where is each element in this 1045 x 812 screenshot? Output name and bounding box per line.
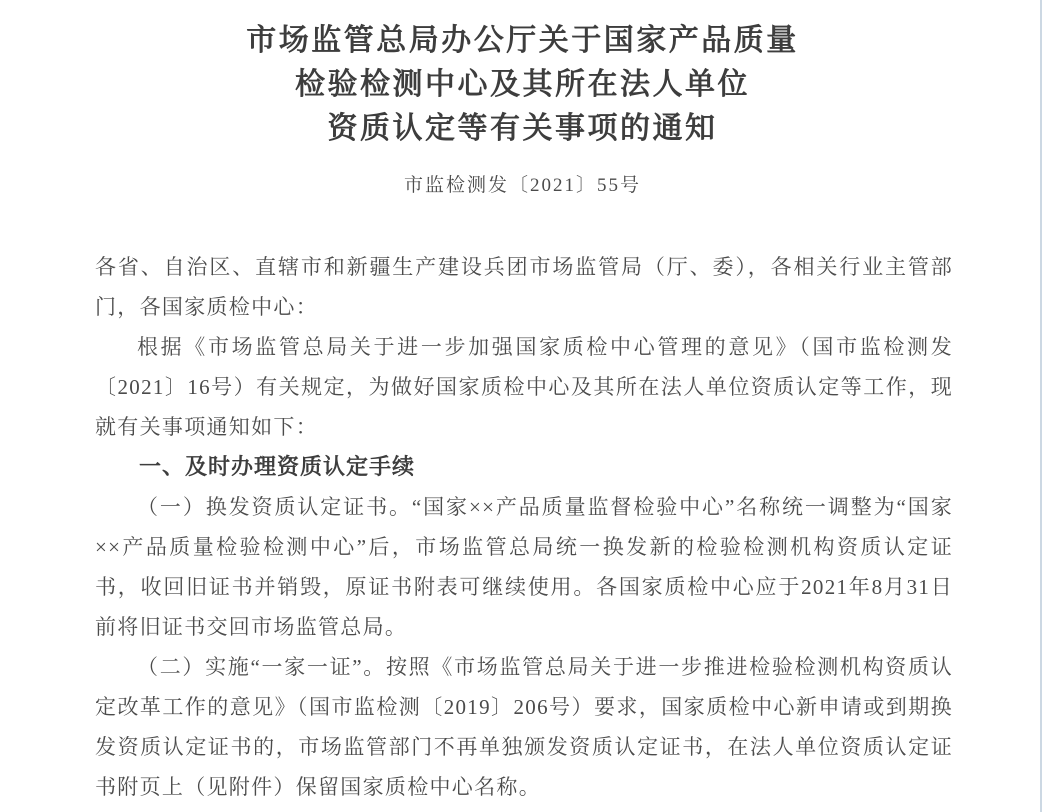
- title-line-3: 资质认定等有关事项的通知: [327, 112, 718, 145]
- document-title: [0, 0, 1045, 151]
- page-edge-line: [1040, 0, 1042, 812]
- salutation-paragraph: 各省、自治区、直辖市和新疆生产建设兵团市场监管局（厅、委），各相关行业主管部门，各国家质检中心：: [95, 255, 953, 319]
- section-one-heading: 一、及时办理资质认定手续: [139, 454, 416, 479]
- section-one-item-one-paragraph: （一）换发资质认定证书。“国家××产品质量监督检验中心”名称统一调整为“国家××产品质量检验检测中心”后，市场监管总局统一换发新的检验检测机构资质认定证书，收回旧证书并销毁，原证书附表可继续使用。各国家质检中心应于2021年8月31日前将旧证书交回市场监管总局。: [95, 495, 953, 639]
- doc-number: 市监检测发〔2021〕55号: [403, 175, 641, 196]
- title-line-2: 检验检测中心及其所在法人单位: [295, 68, 750, 101]
- section-one-item-two-paragraph: （二）实施“一家一证”。按照《市场监管总局关于进一步推进检验检测机构资质认定改革工作的意见》（国市监检测〔2019〕206号）要求，国家质检中心新申请或到期换发资质认定证书的，市场监管部门不再单独颁发资质认定证书，在法人单位资质认定证书附页上（见附件）保留国家质检中心名称。: [95, 655, 953, 799]
- intro-paragraph: 根据《市场监管总局关于进一步加强国家质检中心管理的意见》（国市监检测发〔2021〕16号）有关规定，为做好国家质检中心及其所在法人单位资质认定等工作，现就有关事项通知如下：: [95, 335, 953, 439]
- title-line-1: 市场监管总局办公厅关于国家产品质量: [246, 24, 799, 57]
- document-body: [95, 247, 953, 807]
